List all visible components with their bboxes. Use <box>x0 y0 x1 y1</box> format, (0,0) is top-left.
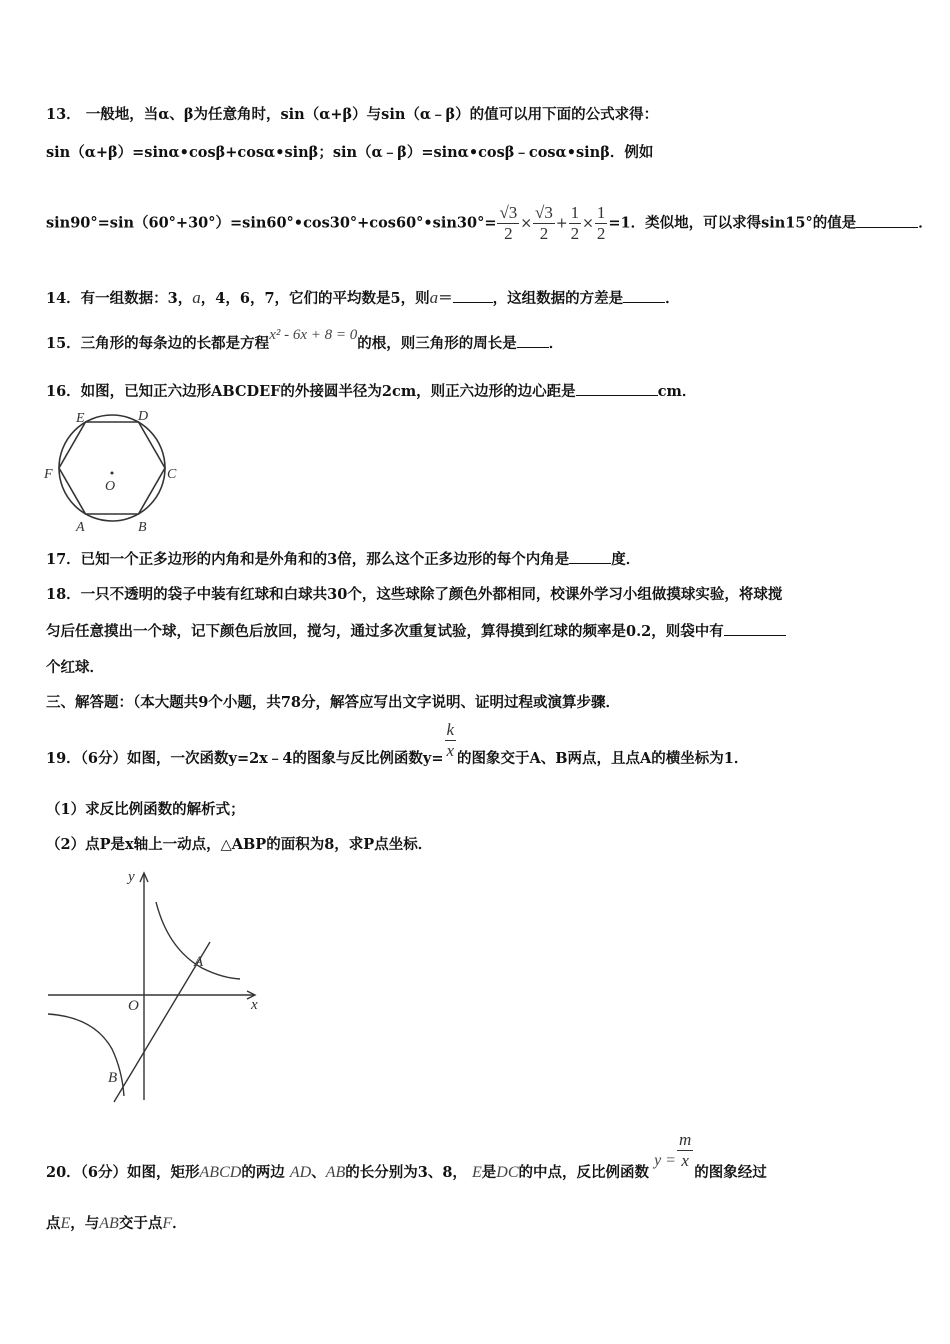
quadratic-equation: x² - 6x + 8 = 0 <box>269 327 358 343</box>
times-sign: × <box>520 215 533 232</box>
q18-line1: 18．一只不透明的袋子中装有红球和白球共30个，这些球除了颜色外都相同，校课外学习小组做摸球实验，将球搅 <box>46 586 783 603</box>
q20-line2: 点E，与AB交于点F． <box>46 1215 187 1232</box>
section-3-title: 三、解答题：（本大题共9个小题，共78分，解答应写出文字说明、证明过程或演算步骤． <box>46 694 621 711</box>
q19-line: 19．（6分）如图，一次函数y=2x﹣4的图象与反比例函数y= $\frac{k}{x}$ 的图象交于A、B两点，且点A的横坐标为1． <box>46 720 749 767</box>
label-A: A <box>76 520 85 535</box>
label-O: O <box>128 998 139 1014</box>
q13-line1: 13． 一般地，当α、β为任意角时，sin（α+β）与sin（α﹣β）的值可以用下面的公式求得： <box>46 106 659 123</box>
q13-line2: sin（α+β）=sinα•cosβ+cosα•sinβ；sin（α﹣β）=sinα•cosβ﹣cosα•sinβ．例如 <box>46 144 654 161</box>
answer-blank <box>724 623 786 636</box>
answer-blank <box>453 290 493 303</box>
q19-sub1: （1）求反比例函数的解析式； <box>46 801 245 818</box>
label-D: D <box>138 409 149 424</box>
label-B: B <box>138 520 147 535</box>
frac-sqrt3-over-2: $\frac{√3}{2}$ <box>499 203 518 243</box>
function-graph <box>44 864 266 1104</box>
q15-line: 15．三角形的每条边的长都是方程x² - 6x + 8 = 0的根，则三角形的周长是 ． <box>46 327 564 352</box>
circumscribed-circle <box>59 415 165 521</box>
label-A: A <box>194 954 204 970</box>
hexagon-shape <box>59 422 165 514</box>
q19-sub2: （2）点P是x轴上一动点，△ABP的面积为8，求P点坐标． <box>46 836 433 853</box>
frac-one-half: $\frac{1}{2}$ <box>570 203 580 243</box>
label-x: x <box>251 997 258 1013</box>
label-y: y <box>128 869 135 885</box>
frac-k-over-x: $\frac{k}{x}$ <box>446 720 455 760</box>
label-E: E <box>76 411 85 426</box>
q14-line: 14．有一组数据：3，a，4，6，7，它们的平均数是5，则a＝ ，这组数据的方差是 ． <box>46 288 680 307</box>
q18-line3: 个红球． <box>46 659 104 676</box>
answer-blank <box>856 215 918 228</box>
q13-line3: sin90°=sin（60°+30°）=sin60°•cos30°+cos60°•sin30°= $\frac{√3}{2}$ × $\frac{√3}{2}$ + $\frac{1}{2}$ × $\frac{1}{2}$ =1．类似地，可以求得sin15°的值是 ． <box>46 203 933 243</box>
answer-blank <box>623 290 665 303</box>
label-F: F <box>44 467 53 482</box>
label-O: O <box>105 479 116 494</box>
hexagon-figure <box>42 405 187 535</box>
q16-line: 16．如图，已知正六边形ABCDEF的外接圆半径为2cm，则正六边形的边心距是 cm． <box>46 383 697 400</box>
q13-line3-suffix: =1．类似地，可以求得sin15°的值是 <box>608 214 857 232</box>
frac-one-half-b: $\frac{1}{2}$ <box>596 203 606 243</box>
times-sign-b: × <box>582 215 594 232</box>
label-B: B <box>108 1070 118 1086</box>
q18-line2: 匀后任意摸出一个球，记下颜色后放回，搅匀，通过多次重复试验，算得摸到红球的频率是0.2，则袋中有 <box>46 620 786 641</box>
q20-line1: 20．（6分）如图，矩形ABCD的两边 AD、AB的长分别为3、8， E是DC的中点，反比例函数 y = $\frac{m}{x}$ 的图象经过 <box>46 1130 767 1181</box>
q17-line: 17．已知一个正多边形的内角和是外角和的3倍，那么这个正多边形的每个内角是 度． <box>46 551 641 568</box>
answer-blank <box>569 551 611 564</box>
plus-sign: + <box>555 215 568 232</box>
y-equals: y = <box>654 1151 676 1169</box>
answer-blank <box>576 383 658 396</box>
label-C: C <box>167 467 177 482</box>
answer-blank <box>517 335 549 348</box>
frac-sqrt3-over-2-b: $\frac{√3}{2}$ <box>535 203 553 243</box>
q13-line3-prefix: sin90°=sin（60°+30°）=sin60°•cos30°+cos60°•sin30°= <box>46 214 497 232</box>
center-point <box>111 472 114 475</box>
frac-m-over-x: $\frac{m}{x}$ <box>678 1130 692 1170</box>
